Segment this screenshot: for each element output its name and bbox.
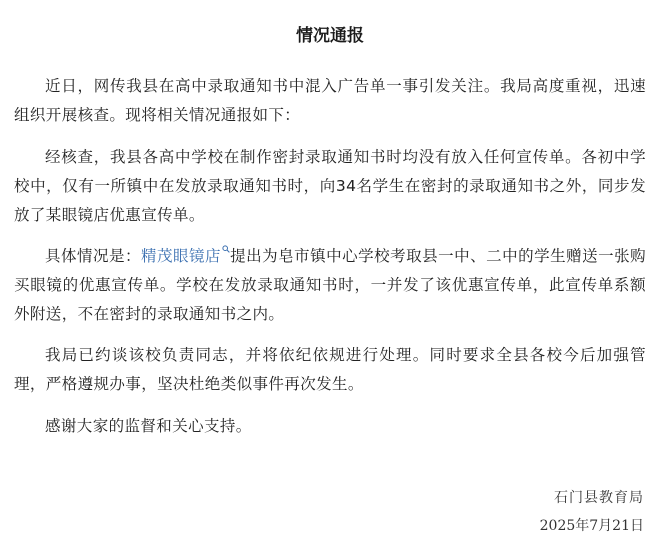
paragraph-intro: 近日，网传我县在高中录取通知书中混入广告单一事引发关注。我局高度重视，迅速组织开展核查。现将相关情况通报如下： (14, 77, 646, 124)
paragraph-details (14, 242, 646, 329)
search-icon (222, 245, 230, 253)
signature-date: 2025年7月21日 (539, 518, 644, 534)
store-search-link[interactable] (141, 247, 230, 265)
paragraph-findings: 经核查，我县各高中学校在制作密封录取通知书时均没有放入任何宣传单。各初中学校中，仅有一所镇中在发放录取通知书时，向34名学生在密封的录取通知书之外，同步发放了某眼镜店优惠宣传单。 (14, 148, 646, 224)
store-link-text: 精茂眼镜店 (141, 247, 221, 265)
paragraph-action: 我局已约谈该校负责同志，并将依纪依规进行处理。同时要求全县各校今后加强管理，严格遵规办事，坚决杜绝类似事件再次发生。 (14, 346, 646, 393)
paragraph-thanks: 感谢大家的监督和关心支持。 (45, 417, 252, 435)
notice-title: 情况通报 (296, 26, 364, 46)
signature-organization: 石门县教育局 (554, 490, 644, 506)
details-rest-text: 提出为皂市镇中心学校考取县一中、二中的学生赠送一张购买眼镜的优惠宣传单。学校在发放录取通知书时，一并发了该优惠宣传单，此宣传单系额外附送，不在密封的录取通知书之内。 (14, 247, 646, 323)
details-lead-text: 具体情况是： (45, 247, 141, 265)
